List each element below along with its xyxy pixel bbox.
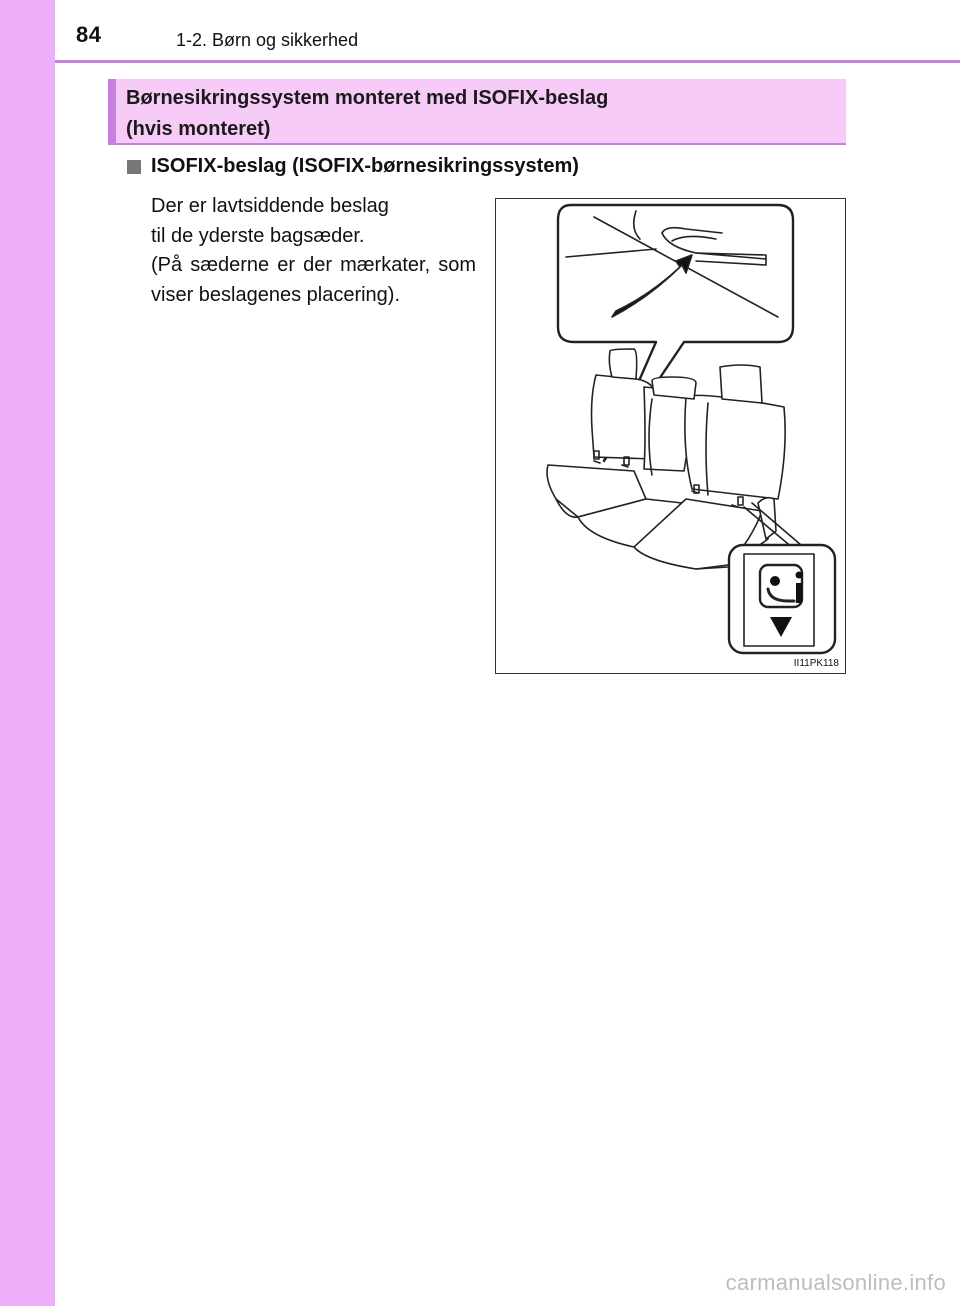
side-strip bbox=[0, 0, 55, 1306]
body-text bbox=[151, 192, 476, 310]
bullet-square-icon bbox=[127, 160, 141, 174]
subsection-heading bbox=[127, 155, 579, 178]
section-title: Børnesikringssystem monteret med ISOFIX-beslag (hvis monteret) bbox=[126, 87, 609, 140]
watermark: carmanualsonline.info bbox=[725, 1270, 946, 1295]
page-number: 84 bbox=[76, 22, 102, 47]
body-line-3: (På sæderne er der mærkater, som viser beslagenes placering). bbox=[151, 254, 476, 306]
section-header bbox=[108, 79, 846, 145]
header-rule bbox=[55, 60, 960, 63]
subsection-heading-text: ISOFIX-beslag (ISOFIX-børnesikringssystem) bbox=[151, 155, 579, 177]
body-line-2: til de yderste bagsæder. bbox=[151, 224, 365, 247]
isofix-figure bbox=[495, 198, 846, 674]
rear-seat-illustration bbox=[496, 199, 847, 675]
figure-code: II11PK118 bbox=[793, 658, 839, 669]
chapter-title: 1-2. Børn og sikkerhed bbox=[176, 30, 359, 50]
body-line-1: Der er lavtsiddende beslag bbox=[151, 195, 389, 217]
